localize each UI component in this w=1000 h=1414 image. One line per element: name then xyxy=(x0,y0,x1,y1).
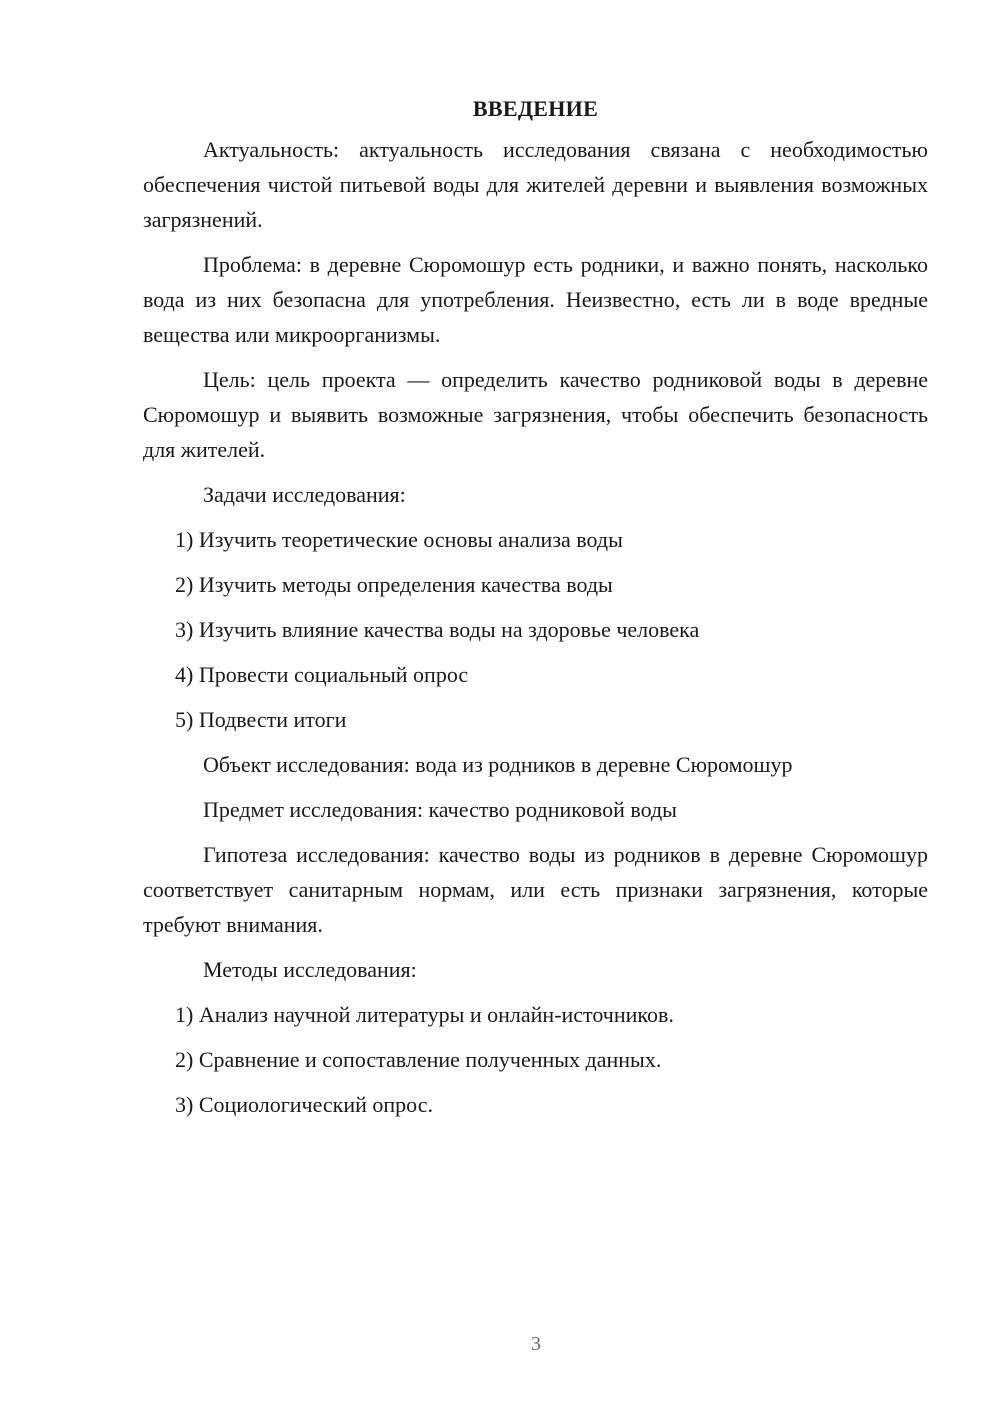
list-item: 1) Анализ научной литературы и онлайн-источников. xyxy=(175,1002,674,1027)
section-heading: ВВЕДЕНИЕ xyxy=(472,96,599,121)
document-page xyxy=(143,92,928,1122)
list-item: 2) Изучить методы определения качества воды xyxy=(175,572,613,597)
methods-list xyxy=(143,987,928,1122)
list-item: 3) Социологический опрос. xyxy=(175,1092,433,1117)
list-item: 4) Провести социальный опрос xyxy=(175,662,469,687)
list-item: 5) Подвести итоги xyxy=(175,707,347,732)
page-number: 3 xyxy=(531,1333,541,1355)
goal-paragraph: Цель: цель проекта — определить качество родниковой воды в деревне Сюромошур и выявить возможные загрязнения, чтобы обеспечить безопасность для жителей. xyxy=(143,367,928,462)
relevance-paragraph: Актуальность: актуальность исследования связана с необходимостью обеспечения чистой питьевой воды для жителей деревни и выявления возможных загрязнений. xyxy=(143,137,928,232)
tasks-title: Задачи исследования: xyxy=(203,482,406,507)
list-item: 1) Изучить теоретические основы анализа воды xyxy=(175,527,623,552)
tasks-list xyxy=(143,512,928,737)
methods-title: Методы исследования: xyxy=(203,957,417,982)
list-item: 3) Изучить влияние качества воды на здоровье человека xyxy=(175,617,700,642)
problem-paragraph: Проблема: в деревне Сюромошур есть родники, и важно понять, насколько вода из них безопасна для употребления. Неизвестно, есть ли в воде вредные вещества или микроорганизмы. xyxy=(143,252,928,347)
subject-paragraph: Предмет исследования: качество родниковой воды xyxy=(203,797,677,822)
object-paragraph: Объект исследования: вода из родников в деревне Сюромошур xyxy=(203,752,793,777)
hypothesis-paragraph: Гипотеза исследования: качество воды из родников в деревне Сюромошур соответствует санитарным нормам, или есть признаки загрязнения, которые требуют внимания. xyxy=(143,842,928,937)
list-item: 2) Сравнение и сопоставление полученных данных. xyxy=(175,1047,662,1072)
